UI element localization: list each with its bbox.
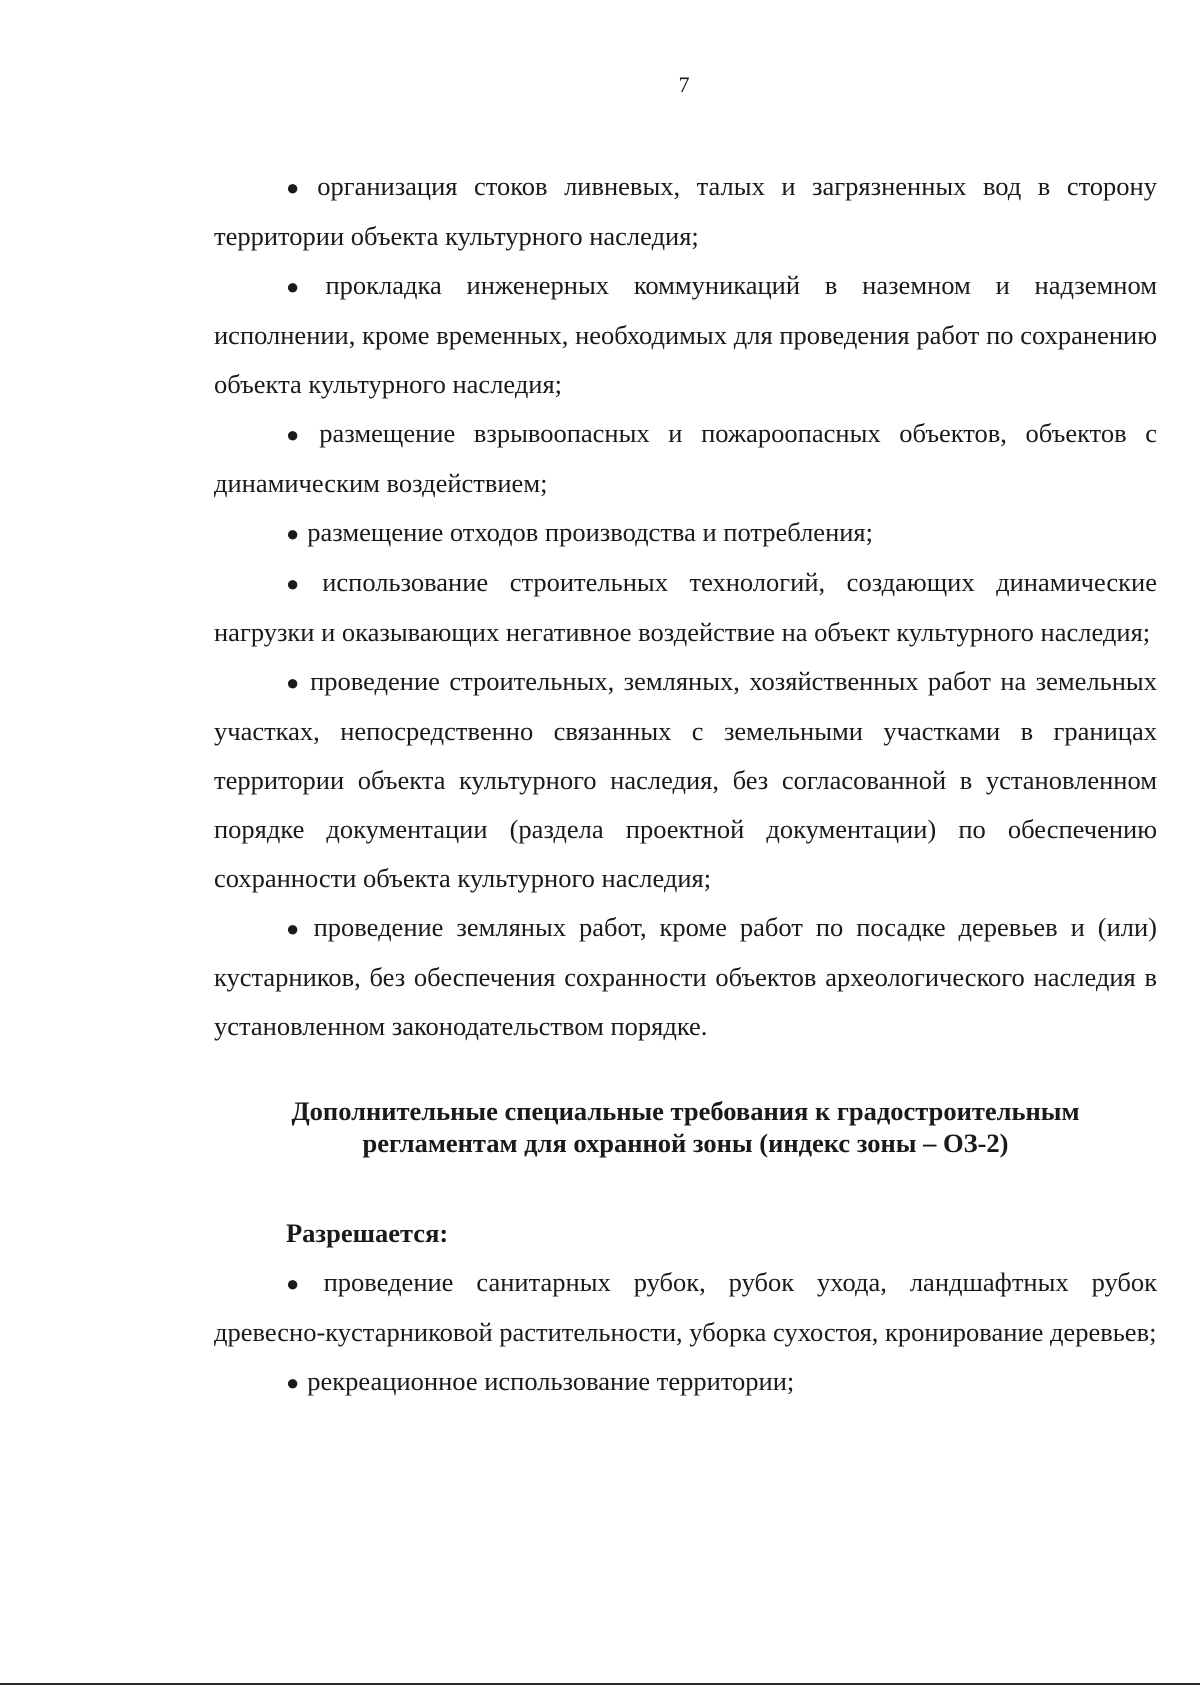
section-heading-line-2: регламентам для охранной зоны (индекс зоны – ОЗ-2) <box>362 1128 1009 1158</box>
bottom-rule <box>0 1683 1200 1685</box>
section-heading-line-1: Дополнительные специальные требования к градостроительным <box>291 1096 1080 1126</box>
list-item <box>214 409 1157 508</box>
bullet-icon: ● <box>286 916 306 941</box>
list-item-text: организация стоков ливневых, талых и загрязненных вод в сторону территории объекта культурного наследия; <box>214 171 1157 251</box>
list-item <box>214 903 1157 1051</box>
list-item-text: проведение санитарных рубок, рубок ухода, ландшафтных рубок древесно-кустарниковой растительности, уборка сухостоя, кронирование деревьев; <box>214 1267 1157 1347</box>
list-item-text: размещение отходов производства и потребления; <box>307 517 873 547</box>
list-item <box>214 558 1157 657</box>
bullet-icon: ● <box>286 274 318 299</box>
list-item-text: использование строительных технологий, создающих динамические нагрузки и оказывающих негативное воздействие на объект культурного наследия; <box>214 567 1157 647</box>
list-item <box>214 657 1157 903</box>
section-heading <box>214 1095 1157 1159</box>
list-item <box>214 261 1157 409</box>
list-item-text: проведение строительных, земляных, хозяйственных работ на земельных участках, непосредственно связанных с земельными участками в границах территории объекта культурного наследия, без согласованной в установленном порядке документации (раздела проектной документации) по обеспечению сохранности объекта культурного наследия; <box>214 666 1157 893</box>
bullet-icon: ● <box>286 1271 316 1296</box>
list-item <box>214 1258 1157 1357</box>
list-item <box>214 162 1157 261</box>
list-item <box>214 1357 1157 1407</box>
list-item-text: рекреационное использование территории; <box>307 1366 795 1396</box>
list-item-text: проведение земляных работ, кроме работ по посадке деревьев и (или) кустарников, без обеспечения сохранности объектов археологического наследия в установленном законодательством порядке. <box>214 912 1157 1041</box>
bullet-icon: ● <box>286 571 315 596</box>
list-item-text: размещение взрывоопасных и пожароопасных объектов, объектов с динамическим воздействием; <box>214 418 1157 498</box>
bullet-icon: ● <box>286 521 300 546</box>
page-number: 7 <box>678 72 690 97</box>
document-body <box>214 162 1157 1407</box>
subheading-allowed: Разрешается: <box>286 1218 449 1248</box>
list-item-text: прокладка инженерных коммуникаций в наземном и надземном исполнении, кроме временных, необходимых для проведения работ по сохранению объекта культурного наследия; <box>214 270 1157 399</box>
list-item <box>214 508 1157 558</box>
bullet-icon: ● <box>286 1370 300 1395</box>
bullet-icon: ● <box>286 670 303 695</box>
bullet-icon: ● <box>286 175 310 200</box>
bullet-icon: ● <box>286 422 312 447</box>
